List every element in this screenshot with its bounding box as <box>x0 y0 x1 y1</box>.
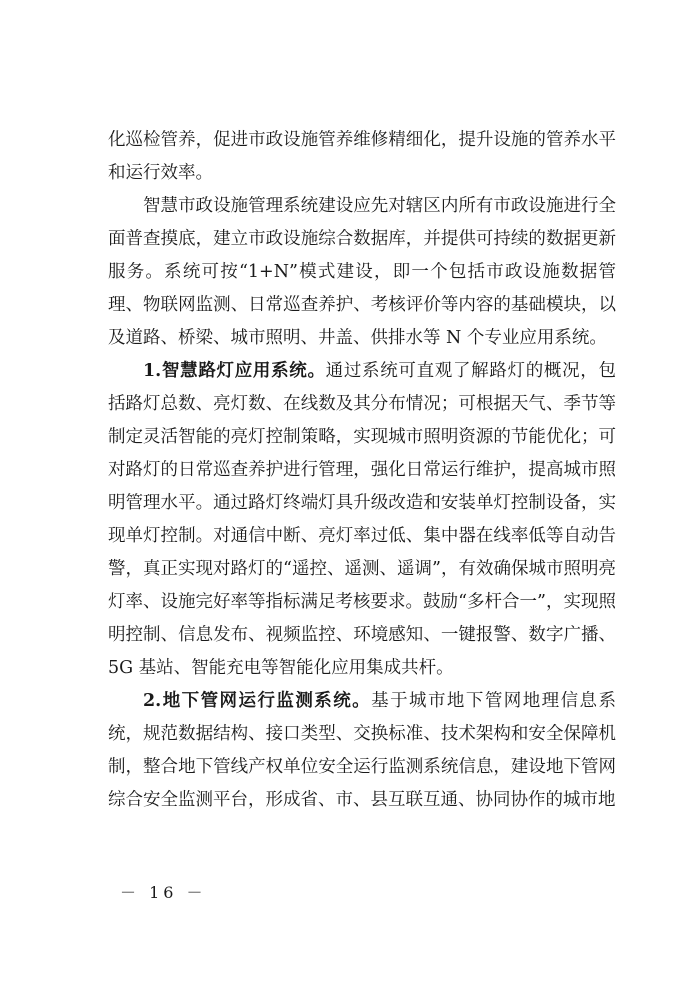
paragraph-text: 基于城市地下管网地理信息系统，规范数据结构、接口类型、交换标准、技术架构和安全保障机制，整合地下管线产权单位安全运行监测系统信息，建设地下管网综合安全监测平台，形成省、市、县互联互通、协同协作的城市地 <box>108 691 616 810</box>
paragraph-text: 通过系统可直观了解路灯的概况，包括路灯总数、亮灯数、在线数及其分布情况；可根据天气、季节等制定灵活智能的亮灯控制策略，实现城市照明资源的节能优化；可对路灯的日常巡查养护进行管理，强化日常运行维护，提高城市照明管理水平。通过路灯终端灯具升级改造和安装单灯控制设备，实现单灯控制。对通信中断、亮灯率过低、集中器在线率低等自动告警，真正实现对路灯的“遥控、遥测、遥调”，有效确保城市照明亮灯率、设施完好率等指标满足考核要求。鼓励“多杆合一”，实现照明控制、信息发布、视频监控、环境感知、一键报警、数字广播、5G 基站、智能充电等智能化应用集成共杆。 <box>108 361 616 678</box>
paragraph-text: 化巡检管养，促进市政设施管养维修精细化，提升设施的管养水平和运行效率。 <box>108 130 616 183</box>
section-heading: 1.智慧路灯应用系统。 <box>143 361 326 381</box>
section-heading: 2.地下管网运行监测系统。 <box>143 691 372 711</box>
paragraph-pipeline-monitoring <box>108 685 616 817</box>
body-text <box>108 124 616 817</box>
paragraph-text: 智慧市政设施管理系统建设应先对辖区内所有市政设施进行全面普查摸底，建立市政设施综合数据库，并提供可持续的数据更新服务。系统可按“1+N”模式建设，即一个包括市政设施数据管理、物联网监测、日常巡查养护、考核评价等内容的基础模块，以及道路、桥梁、城市照明、井盖、供排水等 N 个专业应用系统。 <box>108 196 616 348</box>
page-number: － 16 － <box>120 883 207 902</box>
paragraph-smart-streetlight <box>108 355 616 685</box>
paragraph-overview <box>108 190 616 355</box>
paragraph-continuation <box>108 124 616 190</box>
